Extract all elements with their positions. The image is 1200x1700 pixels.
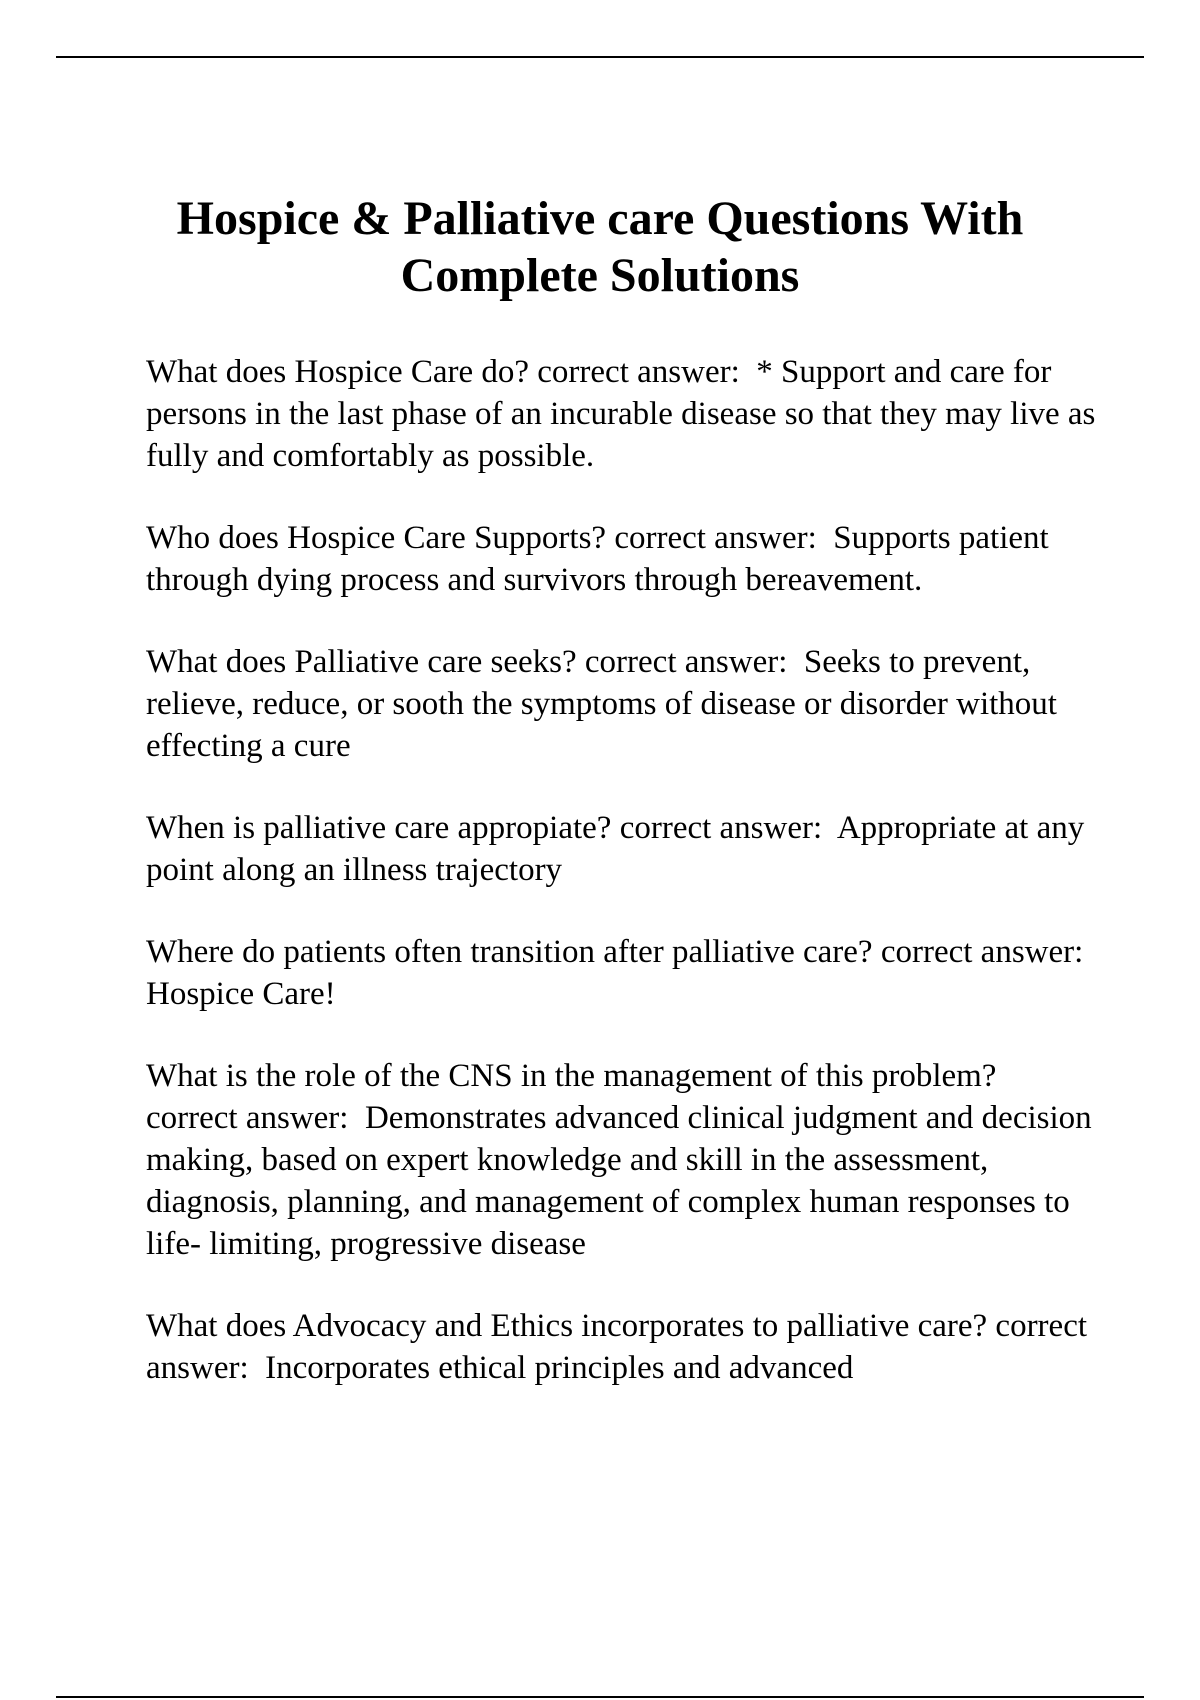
question: When is palliative care appropiate? [146,810,612,846]
answer-label: correct answer: [146,1100,349,1136]
question: What does Advocacy and Ethics incorporates to palliative care? [146,1308,988,1344]
question: What does Palliative care seeks? [146,644,577,680]
qa-item-6 [146,1055,1100,1265]
answer-label: correct answer: [146,1308,1096,1386]
title-line-2: Complete Solutions [400,249,800,302]
top-rule [56,56,1144,58]
qa-item-2 [146,517,1096,601]
document-title [120,190,1080,304]
qa-item-1 [146,351,1104,477]
answer: Supports patient through dying process and survivors through bereavement. [146,520,1057,598]
answer-label: correct answer: [880,934,1084,970]
question: Who does Hospice Care Supports? [146,520,607,556]
qa-item-4 [146,807,1096,891]
answer: Seeks to prevent, relieve, reduce, or sooth the symptoms of disease or disorder without effecting a cure [146,644,1066,764]
qa-item-5 [146,931,1096,1015]
qa-item-3 [146,641,1096,767]
question: What does Hospice Care do? [146,354,530,390]
question: What is the role of the CNS in the management of this problem? [146,1058,997,1094]
answer: * Support and care for persons in the last phase of an incurable disease so that they may live as fully and comfortably as possible. [146,354,1104,474]
answer: Incorporates ethical principles and advanced [265,1350,854,1386]
qa-list [146,351,1104,1429]
answer-label: correct answer: [537,354,740,390]
answer: Hospice Care! [146,976,336,1012]
title-line-1: Hospice & Palliative care Questions With [176,192,1024,245]
qa-item-7 [146,1305,1096,1389]
answer: Demonstrates advanced clinical judgment and decision making, based on expert knowledge and skill in the assessment, diagnosis, planning, and management of complex human responses to life- limiting, progressive disease [146,1100,1100,1262]
answer-label: correct answer: [614,520,817,556]
bottom-rule [56,1696,1144,1698]
answer-label: correct answer: [584,644,788,680]
answer-label: correct answer: [619,810,823,846]
question: Where do patients often transition after palliative care? [146,934,873,970]
answer: Appropriate at any point along an illness trajectory [146,810,1093,888]
